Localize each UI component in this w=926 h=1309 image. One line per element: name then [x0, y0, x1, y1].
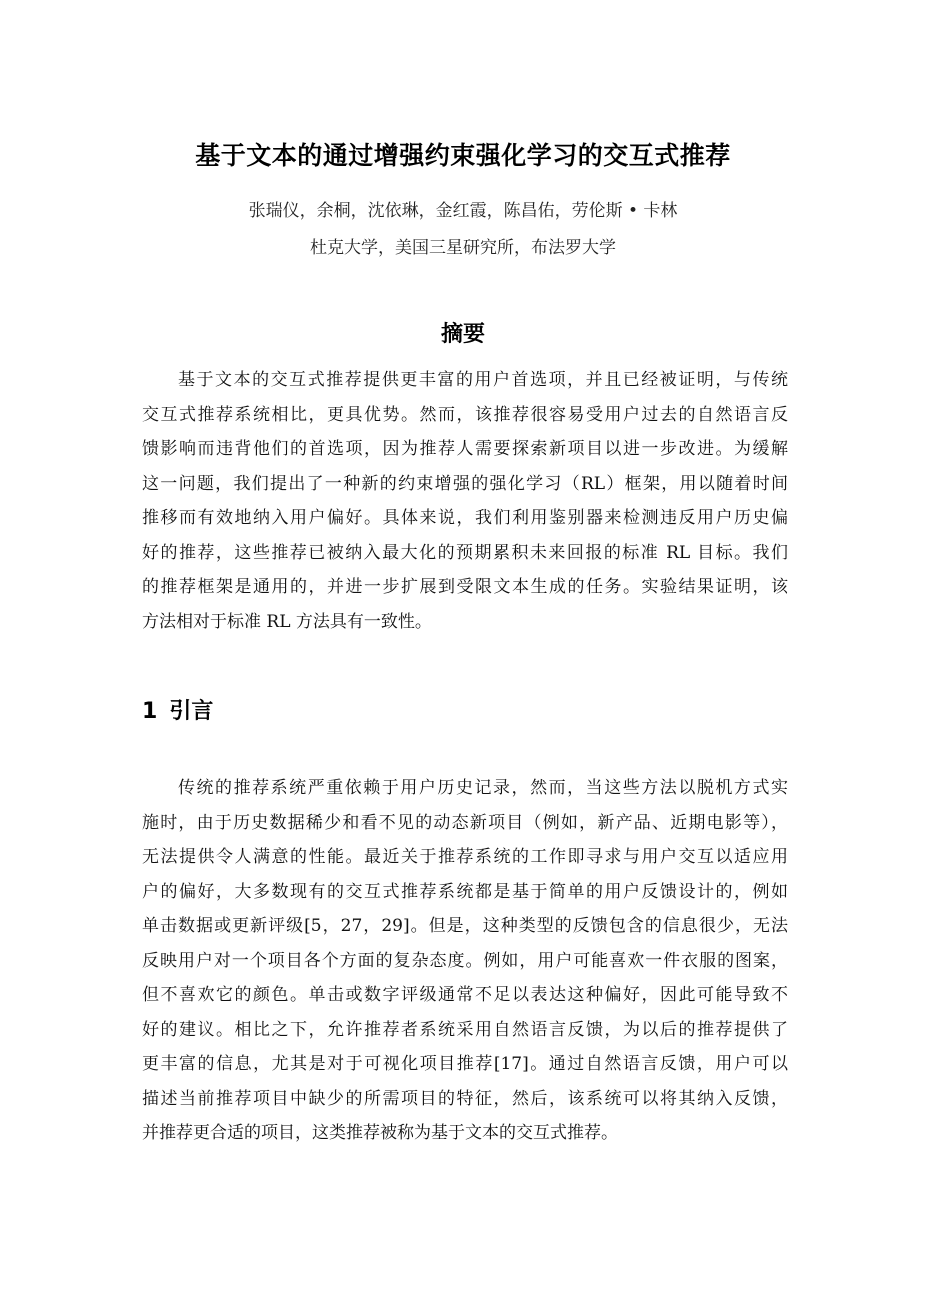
introduction-body [142, 771, 788, 1151]
section-heading [142, 694, 213, 725]
intro-line: 传统的推荐系统严重依赖于用户历史记录，然而，当这些方法以脱机方式实 [178, 778, 788, 798]
intro-line: 户的偏好，大多数现有的交互式推荐系统都是基于简单的用户反馈设计的，例如 [142, 881, 788, 902]
abstract-line: 的推荐框架是通用的，并进一步扩展到受限文本生成的任务。实验结果证明，该 [142, 577, 788, 597]
abstract-line: 这一问题，我们提出了一种新的约束增强的强化学习（RL）框架，用以随着时间 [142, 473, 788, 494]
section-title: 引言 [169, 699, 214, 724]
abstract-line: 方法相对于标准 RL 方法具有一致性。 [142, 611, 432, 632]
intro-line: 好的建议。相比之下，允许推荐者系统采用自然语言反馈，为以后的推荐提供了 [142, 1019, 788, 1040]
abstract-heading: 摘要 [440, 322, 485, 347]
paper-title: 基于文本的通过增强约束强化学习的交互式推荐 [195, 141, 731, 170]
intro-line: 更丰富的信息，尤其是对于可视化项目推荐[17]。通过自然语言反馈，用户可以 [142, 1054, 788, 1074]
intro-line: 并推荐更合适的项目，这类推荐被称为基于文本的交互式推荐。 [142, 1123, 618, 1143]
intro-line: 单击数据或更新评级[5，27，29]。但是，这种类型的反馈包含的信息很少，无法 [142, 916, 788, 936]
affiliation-list: 杜克大学，美国三星研究所，布法罗大学 [310, 238, 616, 258]
abstract-line: 基于文本的交互式推荐提供更丰富的用户首选项，并且已经被证明，与传统 [178, 370, 788, 390]
abstract-line: 推移而有效地纳入用户偏好。具体来说，我们利用鉴别器来检测违反用户历史偏 [142, 508, 788, 528]
author-list: 张瑞仪，余桐，沈依琳，金红霞，陈昌佑，劳伦斯 • 卡林 [248, 201, 678, 221]
intro-line: 施时，由于历史数据稀少和看不见的动态新项目（例如，新产品、近期电影等）， [142, 812, 788, 833]
abstract-line: 交互式推荐系统相比，更具优势。然而，该推荐很容易受用户过去的自然语言反 [142, 404, 788, 425]
abstract-body [142, 363, 788, 639]
abstract-line: 好的推荐，这些推荐已被纳入最大化的预期累积未来回报的标准 RL 目标。我们 [142, 542, 788, 563]
intro-line: 但不喜欢它的颜色。单击或数字评级通常不足以表达这种偏好，因此可能导致不 [142, 985, 788, 1005]
abstract-line: 馈影响而违背他们的首选项，因为推荐人需要探索新项目以进一步改进。为缓解 [142, 439, 788, 459]
section-number: 1 [142, 699, 158, 724]
intro-line: 反映用户对一个项目各个方面的复杂态度。例如，用户可能喜欢一件衣服的图案， [142, 950, 788, 971]
intro-line: 描述当前推荐项目中缺少的所需项目的特征，然后，该系统可以将其纳入反馈， [142, 1088, 788, 1109]
intro-line: 无法提供令人满意的性能。最近关于推荐系统的工作即寻求与用户交互以适应用 [142, 847, 788, 867]
